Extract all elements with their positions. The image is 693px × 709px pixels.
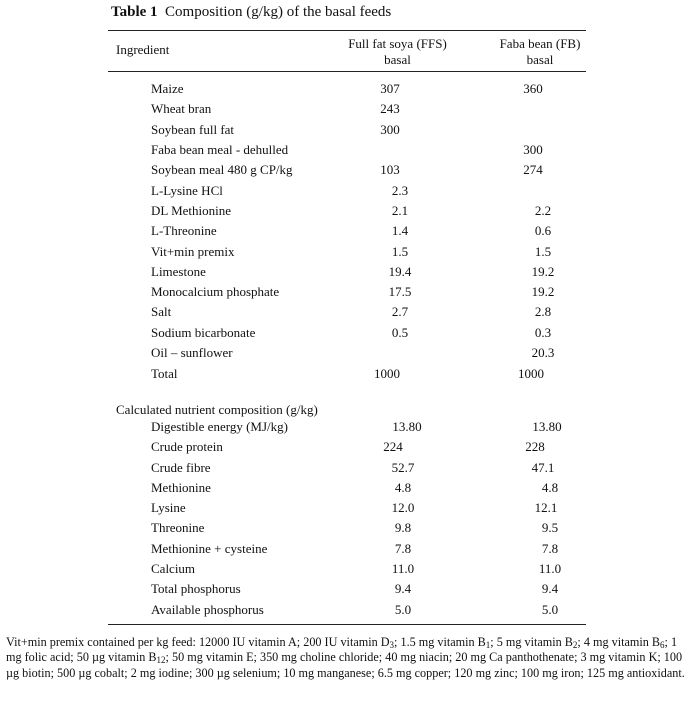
ffs-value: 300: [380, 122, 400, 137]
nutrient-name: Calcium: [151, 561, 196, 576]
ffs-value: 2.3: [391, 183, 409, 198]
fb-value: 12.1: [534, 500, 558, 515]
fb-value: 360: [523, 81, 543, 96]
header-ffs-line2: basal: [384, 52, 411, 67]
fb-value: 20.3: [531, 345, 555, 360]
footnote-subscript: 6: [660, 640, 665, 650]
ingredient-name: Soybean full fat: [151, 122, 235, 137]
ffs-value: 52.7: [391, 460, 415, 475]
fb-value: 228: [525, 439, 545, 454]
fb-value: 9.4: [541, 581, 559, 596]
bottom-rule: [108, 624, 586, 625]
footnote-text: ; 1.5 mg vitamin B: [394, 635, 486, 649]
nutrient-name: Total phosphorus: [151, 581, 241, 596]
fb-value: 19.2: [531, 284, 555, 299]
header-fb-line1: Faba bean (FB): [499, 36, 581, 51]
header-ffs: [330, 36, 465, 68]
fb-value: 13.80: [532, 419, 562, 434]
ffs-value: 224: [383, 439, 403, 454]
fb-value: 2.8: [534, 304, 552, 319]
ingredient-name: Faba bean meal - dehulled: [151, 142, 289, 157]
nutrient-name: Methionine: [151, 480, 211, 495]
nutrient-name: Digestible energy (MJ/kg): [151, 419, 288, 434]
ffs-value: 1.4: [391, 223, 409, 238]
fb-value: 1.5: [534, 244, 552, 259]
footnote-text: ; 1 mg folic acid; 50 µg vitamin B: [6, 635, 678, 665]
header-ffs-line1: Full fat soya (FFS): [348, 36, 447, 51]
nutrient-name: Methionine + cysteine: [151, 541, 268, 556]
fb-value: 7.8: [541, 541, 559, 556]
ingredient-name: L-Threonine: [151, 223, 217, 238]
ffs-value: 9.8: [394, 520, 412, 535]
table-title: Composition (g/kg) of the basal feeds: [165, 4, 392, 20]
nutrient-name: Threonine: [151, 520, 205, 535]
ffs-value: 307: [380, 81, 400, 96]
ingredient-name: Limestone: [151, 264, 206, 279]
ingredient-name: Maize: [151, 81, 184, 96]
ffs-value: 11.0: [391, 561, 415, 576]
fb-value: 1000: [518, 366, 544, 381]
ffs-value: 5.0: [394, 602, 412, 617]
footnote-subscript: 3: [389, 640, 395, 650]
ffs-value: 0.5: [391, 325, 409, 340]
footnote-subscript: 2: [572, 640, 578, 650]
ingredient-name: Sodium bicarbonate: [151, 325, 256, 340]
table-label: Table 1: [111, 4, 158, 20]
ffs-value: 13.80: [392, 419, 422, 434]
ingredient-name: DL Methionine: [151, 203, 232, 218]
nutrient-name: Crude fibre: [151, 460, 211, 475]
ffs-value: 7.8: [394, 541, 412, 556]
fb-value: 9.5: [541, 520, 559, 535]
header-fb: [480, 36, 600, 68]
ingredient-name: Vit+min premix: [151, 244, 235, 259]
nutrient-section-title: Calculated nutrient composition (g/kg): [116, 402, 318, 417]
ffs-value: 2.1: [391, 203, 409, 218]
ingredient-name: Oil – sunflower: [151, 345, 233, 360]
nutrient-name: Lysine: [151, 500, 186, 515]
ingredient-name: Salt: [151, 304, 172, 319]
footnote-text: ; 5 mg vitamin B: [490, 635, 573, 649]
nutrient-name: Available phosphorus: [151, 602, 264, 617]
ffs-value: 19.4: [388, 264, 412, 279]
ffs-value: 243: [380, 101, 400, 116]
header-rule: [108, 71, 586, 72]
fb-value: 4.8: [541, 480, 559, 495]
ffs-value: 103: [380, 162, 400, 177]
fb-value: 2.2: [534, 203, 552, 218]
fb-value: 274: [523, 162, 543, 177]
ingredient-name: Wheat bran: [151, 101, 212, 116]
fb-value: 300: [523, 142, 543, 157]
footnote-text: Vit+min premix contained per kg feed: 12000 IU vitamin A; 200 IU vitamin D: [6, 635, 390, 649]
fb-value: 0.6: [534, 223, 552, 238]
ffs-value: 1000: [374, 366, 400, 381]
top-rule: [108, 30, 586, 31]
footnote-subscript: 1: [485, 640, 491, 650]
ffs-value: 4.8: [394, 480, 412, 495]
ingredient-name: L-Lysine HCl: [151, 183, 223, 198]
header-fb-line2: basal: [526, 52, 554, 67]
fb-value: 11.0: [538, 561, 562, 576]
fb-value: 19.2: [531, 264, 555, 279]
footnote-subscript: 12: [156, 655, 166, 666]
footnote-text: ; 4 mg vitamin B: [577, 635, 661, 649]
ffs-value: 2.7: [391, 304, 409, 319]
fb-value: 47.1: [531, 460, 555, 475]
ffs-value: 12.0: [391, 500, 415, 515]
header-ingredient: Ingredient: [116, 42, 170, 57]
ingredient-name: Monocalcium phosphate: [151, 284, 280, 299]
nutrient-name: Crude protein: [151, 439, 223, 454]
fb-value: 0.3: [534, 325, 552, 340]
ffs-value: 9.4: [394, 581, 412, 596]
footnote-text: ; 50 mg vitamin E; 350 mg choline chloride; 40 mg niacin; 20 mg Ca panthothenate; 3 mg vitamin K; 100 µg biotin; 500 µg cobalt; 2 mg iodine; 300 µg selenium; 10 mg manganese; 6.5 mg copper; 120 mg zinc; 100 mg iron; 125 mg antioxidant.: [6, 650, 685, 680]
fb-value: 5.0: [541, 602, 559, 617]
ingredient-name: Total: [151, 366, 178, 381]
table-caption: [111, 5, 391, 20]
table-footnote: [6, 635, 690, 681]
ingredient-name: Soybean meal 480 g CP/kg: [151, 162, 293, 177]
ffs-value: 1.5: [391, 244, 409, 259]
ffs-value: 17.5: [388, 284, 412, 299]
